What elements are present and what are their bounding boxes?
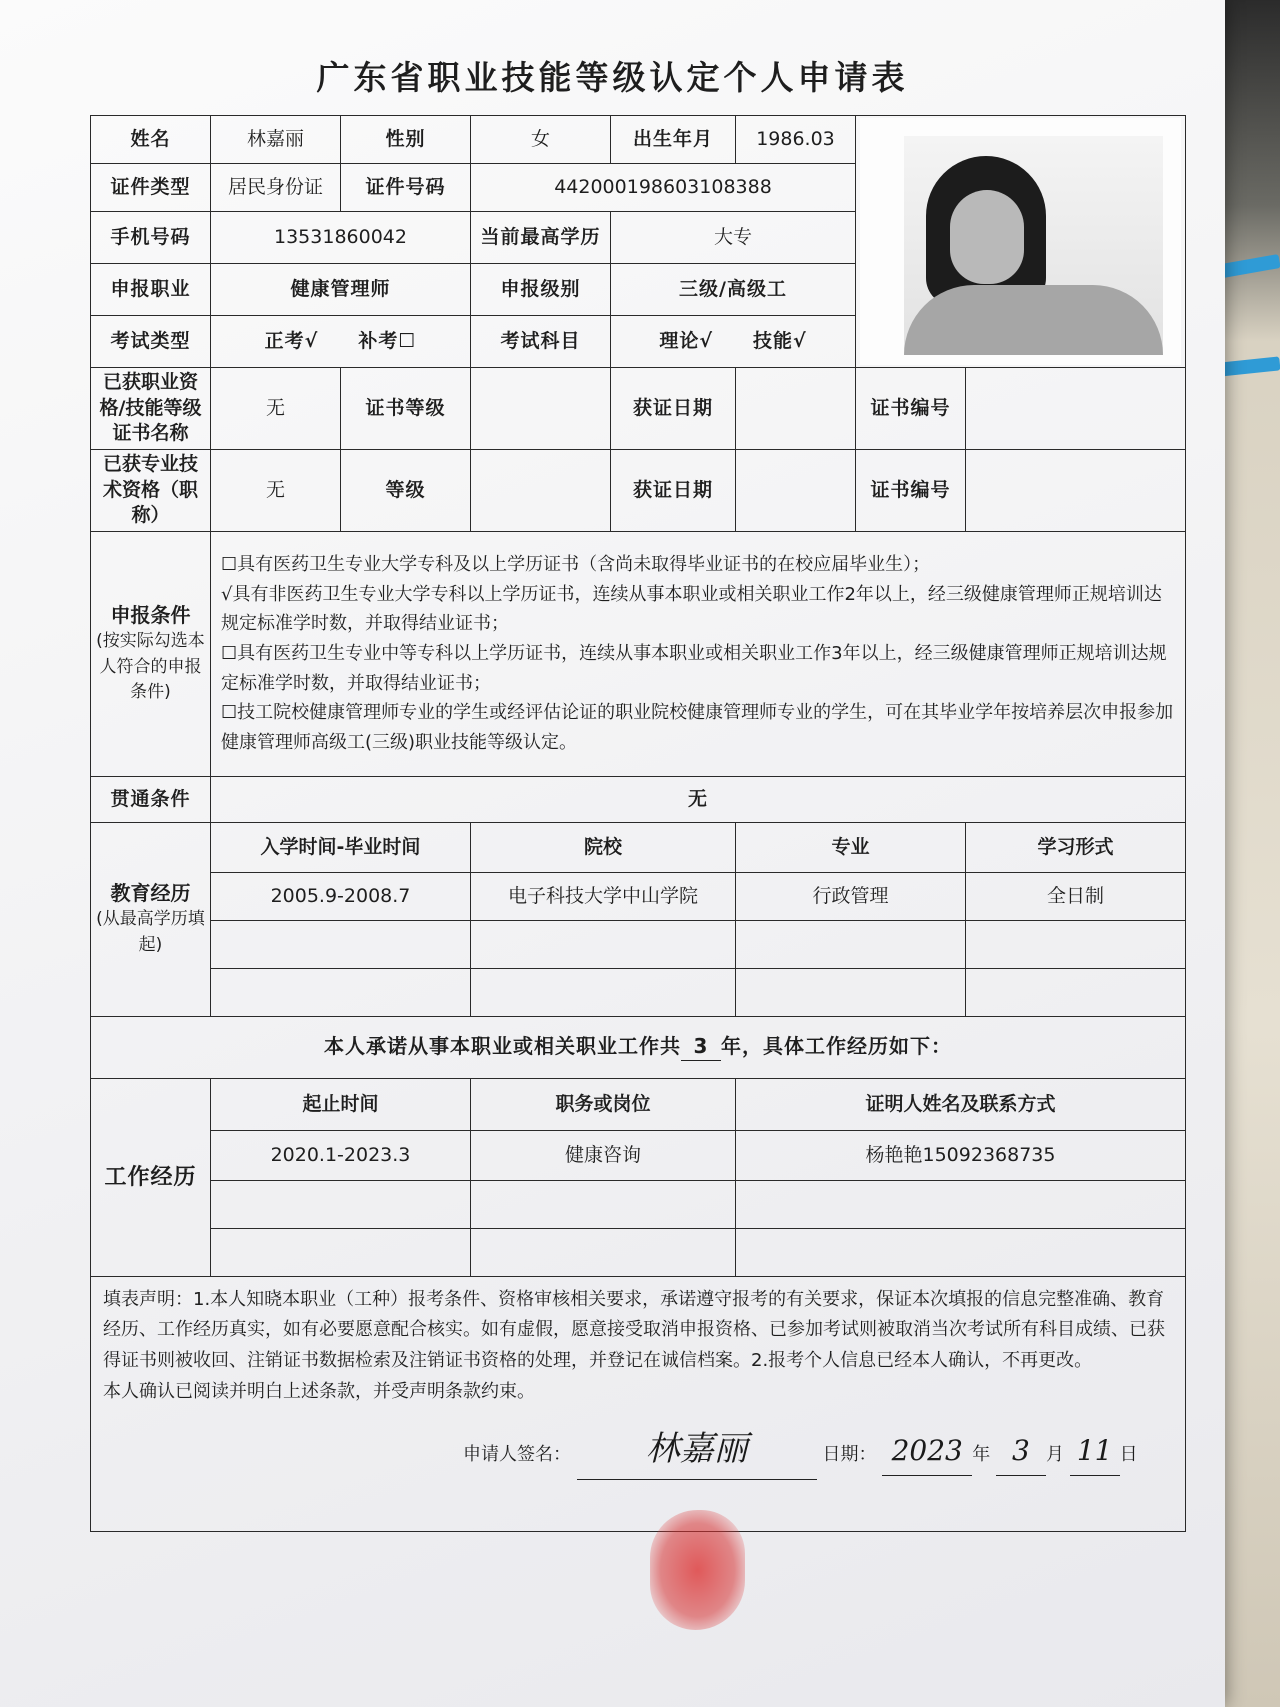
photo-cell [856,116,1186,368]
work-header-reference: 证明人姓名及联系方式 [736,1078,1186,1130]
through-value[interactable]: 无 [211,776,1186,822]
conditions-note: (按实际勾选本人符合的申报条件) [96,631,205,703]
edu-mode[interactable] [966,920,1186,968]
work-position[interactable] [471,1228,736,1276]
cert-date-value[interactable] [736,368,856,450]
declaration-confirm: 本人确认已阅读并明白上述条款，并受声明条款约束。 [103,1380,535,1402]
title-date-label: 获证日期 [611,449,736,531]
title-label: 已获专业技术资格（职称） [91,449,211,531]
level-value[interactable]: 三级/高级工 [611,264,856,316]
id-number-value[interactable]: 442000198603108388 [471,164,856,212]
through-label: 贯通条件 [91,776,211,822]
date-year[interactable]: 2023 [882,1427,972,1476]
work-position[interactable] [471,1180,736,1228]
edu-major[interactable]: 行政管理 [736,872,966,920]
education-value[interactable]: 大专 [611,212,856,264]
work-header-period: 起止时间 [211,1078,471,1130]
edu-period[interactable] [211,920,471,968]
form-title: 广东省职业技能等级认定个人申请表 [316,58,909,97]
edu-period[interactable] [211,968,471,1016]
edu-mode[interactable] [966,968,1186,1016]
cert-number-value[interactable] [966,368,1186,450]
edu-header-school: 院校 [471,822,736,872]
conditions-label: 申报条件 [110,603,191,628]
title-name-value[interactable]: 无 [211,449,341,531]
education-label: 当前最高学历 [471,212,611,264]
work-reference[interactable] [736,1228,1186,1276]
title-number-value[interactable] [966,449,1186,531]
work-period[interactable]: 2020.1-2023.3 [211,1130,471,1180]
phone-label: 手机号码 [91,212,211,264]
subject-options[interactable]: 理论√ 技能√ [611,316,856,368]
conditions-list [211,531,1186,776]
commitment-after: 年，具体工作经历如下： [721,1034,952,1059]
education-history-label: 教育经历 [110,881,191,906]
date-month[interactable]: 3 [996,1427,1046,1476]
edu-major[interactable] [736,968,966,1016]
birth-label: 出生年月 [611,116,736,164]
id-type-label: 证件类型 [91,164,211,212]
commitment-years[interactable]: 3 [681,1033,721,1061]
edu-header-major: 专业 [736,822,966,872]
title-date-value[interactable] [736,449,856,531]
year-unit: 年 [972,1444,991,1466]
signature-field[interactable]: 林嘉丽 [577,1421,817,1480]
education-history-label-cell [91,822,211,1016]
phone-value[interactable]: 13531860042 [211,212,471,264]
work-position[interactable]: 健康咨询 [471,1130,736,1180]
date-label: 日期： [822,1444,877,1466]
work-period[interactable] [211,1228,471,1276]
condition-item-3[interactable]: ☐具有医药卫生专业中等专科以上学历证书，连续从事本职业或相关职业工作3年以上，经三级健康管理师正规培训达规定标准学时数，并取得结业证书； [221,643,1167,694]
table-row [91,1130,1186,1180]
gender-value[interactable]: 女 [471,116,611,164]
signature-label: 申请人签名： [463,1444,571,1466]
month-unit: 月 [1045,1444,1064,1466]
cert-name-value[interactable]: 无 [211,368,341,450]
edu-header-period: 入学时间-毕业时间 [211,822,471,872]
grade-label: 等级 [341,449,471,531]
name-label: 姓名 [91,116,211,164]
condition-item-4[interactable]: ☐技工院校健康管理师专业的学生或经评估论证的职业院校健康管理师专业的学生，可在其毕业学年按培养层次申报参加健康管理师高级工(三级)职业技能等级认定。 [221,702,1174,754]
edu-school[interactable]: 电子科技大学中山学院 [471,872,736,920]
table-row [91,872,1186,920]
title-number-label: 证书编号 [856,449,966,531]
level-label: 申报级别 [471,264,611,316]
occupation-value[interactable]: 健康管理师 [211,264,471,316]
work-period[interactable] [211,1180,471,1228]
subject-label: 考试科目 [471,316,611,368]
work-reference[interactable] [736,1180,1186,1228]
edu-major[interactable] [736,920,966,968]
day-unit: 日 [1119,1444,1138,1466]
edu-header-mode: 学习形式 [966,822,1186,872]
cert-level-value[interactable] [471,368,611,450]
condition-item-2[interactable]: √具有非医药卫生专业大学专科以上学历证书，连续从事本职业或相关职业工作2年以上，经三级健康管理师正规培训达规定标准学时数，并取得结业证书； [221,583,1162,635]
work-history-label: 工作经历 [91,1078,211,1276]
applicant-photo [860,118,1181,365]
edu-period[interactable]: 2005.9-2008.7 [211,872,471,920]
cert-label: 已获职业资格/技能等级证书名称 [91,368,211,450]
cert-number-label: 证书编号 [856,368,966,450]
application-form-table [90,115,1186,1532]
exam-type-label: 考试类型 [91,316,211,368]
edu-school[interactable] [471,920,736,968]
work-header-position: 职务或岗位 [471,1078,736,1130]
id-type-value[interactable]: 居民身份证 [211,164,341,212]
signature-line [103,1421,1173,1480]
education-history-note: (从最高学历填起) [96,909,205,955]
commitment-before: 本人承诺从事本职业或相关职业工作共 [324,1034,681,1059]
fingerprint-seal [650,1510,745,1630]
edu-mode[interactable]: 全日制 [966,872,1186,920]
condition-item-1[interactable]: ☐具有医药卫生专业大学专科及以上学历证书（含尚未取得毕业证书的在校应届毕业生）； [221,553,931,575]
table-row [91,968,1186,1016]
date-day[interactable]: 11 [1070,1427,1120,1476]
grade-value[interactable] [471,449,611,531]
exam-type-options[interactable]: 正考√ 补考☐ [211,316,471,368]
table-row [91,920,1186,968]
declaration-text: 填表声明：1.本人知晓本职业（工种）报考条件、资格审核相关要求，承诺遵守报考的有关要求，保证本次填报的信息完整准确、教育经历、工作经历真实，如有必要愿意配合核实。如有虚假，愿意接受取消申报资格、已参加考试则被取消当次考试所有科目成绩、已获得证书则被收回、注销证书数据检索及注销证书资格的处理，并登记在诚信档案。2.报考个人信息已经本人确认，不再更改。 [103,1288,1165,1372]
edu-school[interactable] [471,968,736,1016]
occupation-label: 申报职业 [91,264,211,316]
birth-value[interactable]: 1986.03 [736,116,856,164]
work-reference[interactable]: 杨艳艳15092368735 [736,1130,1186,1180]
name-value[interactable]: 林嘉丽 [211,116,341,164]
cert-level-label: 证书等级 [341,368,471,450]
gender-label: 性别 [341,116,471,164]
commitment-line [91,1016,1186,1078]
declaration-block [91,1276,1186,1531]
table-row [91,1228,1186,1276]
conditions-label-cell [91,531,211,776]
table-row [91,1180,1186,1228]
id-number-label: 证件号码 [341,164,471,212]
cert-date-label: 获证日期 [611,368,736,450]
